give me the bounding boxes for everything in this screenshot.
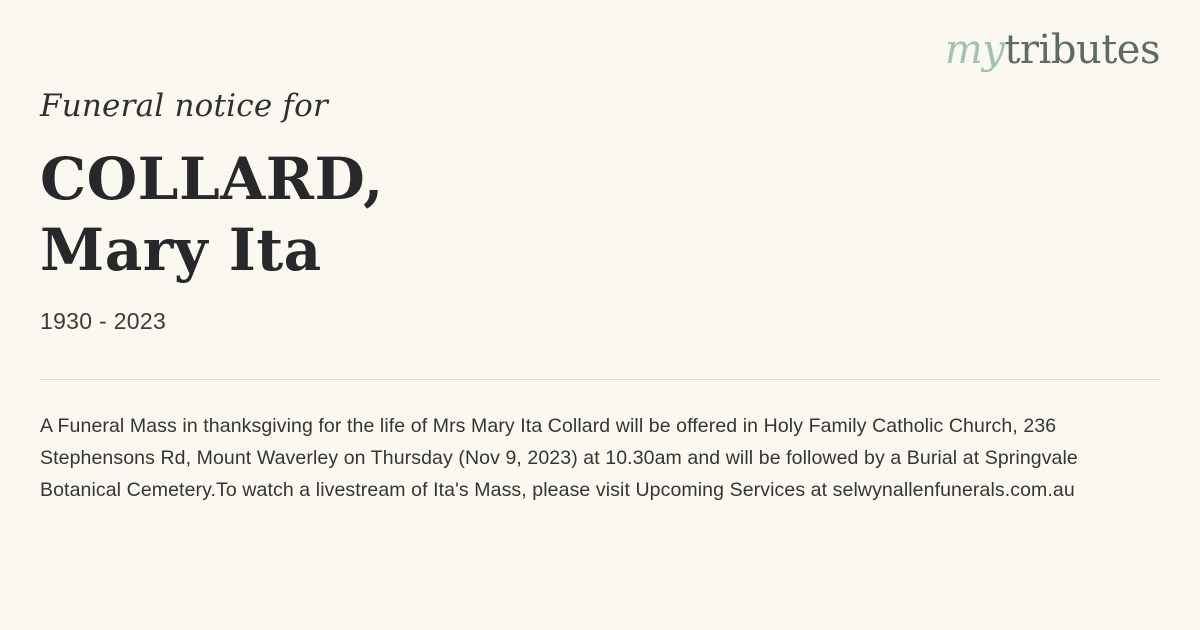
notice-kicker: Funeral notice for [40,88,328,124]
life-years: 1930 - 2023 [40,307,167,334]
notice-body-text: A Funeral Mass in thanksgiving for the life of Mrs Mary Ita Collard will be offered in Holy Family Catholic Church, 236 Stephensons Rd, Mount Waverley on Thursday (Nov 9, 2023) at 10.30am and will be followed by a Burial at Springvale Botanical Cemetery.To watch a livestream of Ita's Mass, please visit Upcoming Services at selwynallenfunerals.com.au [40,414,1078,501]
mytributes-logo [944,27,1160,73]
deceased-given-names: Mary Ita [40,215,322,284]
logo-text-tributes: tributes [1004,27,1160,73]
section-divider [40,379,1160,380]
deceased-surname: COLLARD, [40,145,384,213]
logo-text-my: my [944,27,1005,73]
page-title [40,144,660,286]
